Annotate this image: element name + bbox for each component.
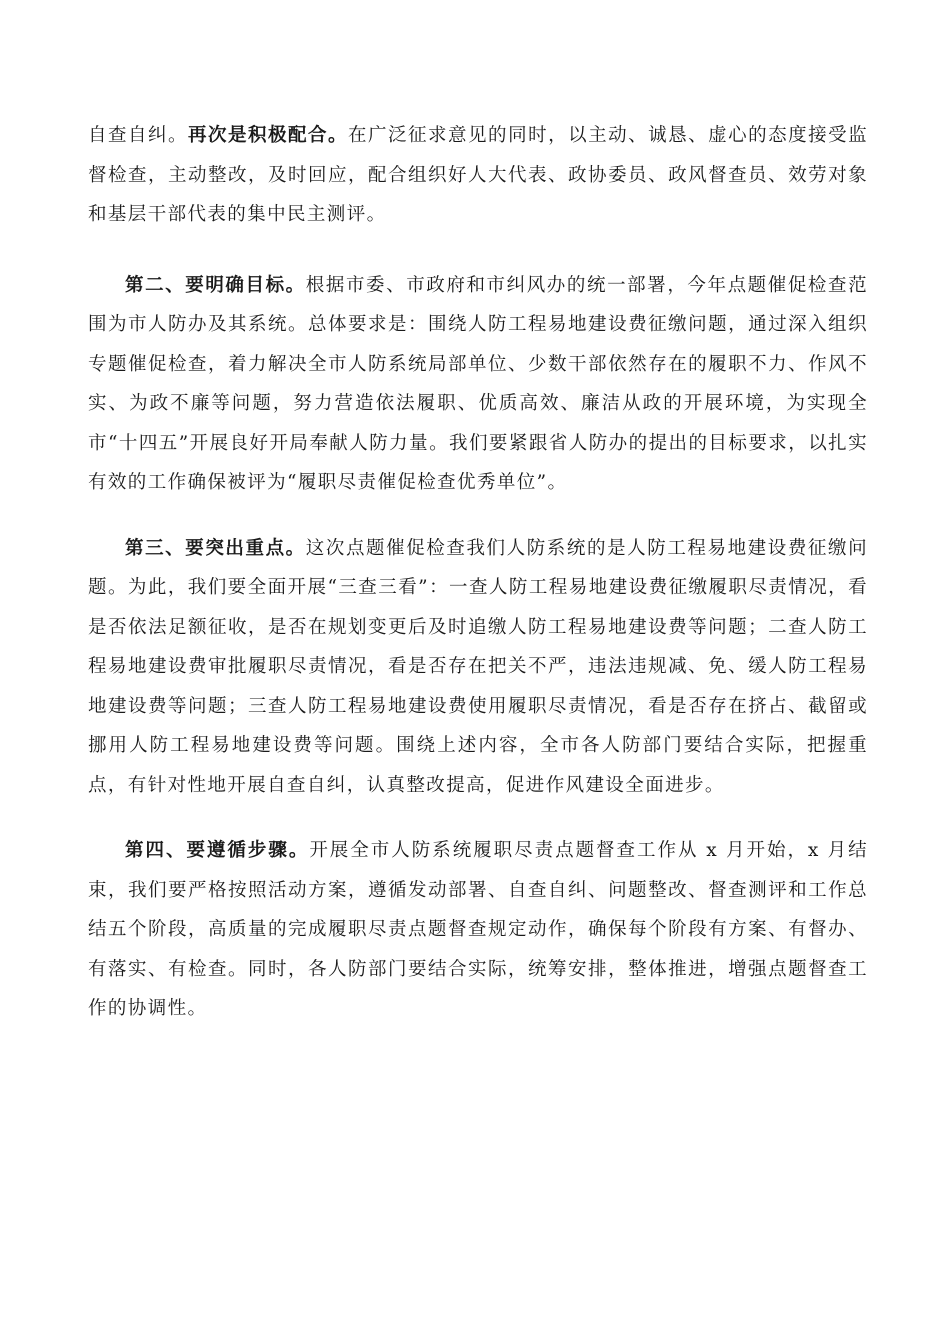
paragraph-key-points (88, 529, 868, 806)
paragraph-text-before: 自查自纠。 (88, 125, 189, 146)
paragraph-heading: 第四、要遵循步骤。 (125, 840, 310, 861)
paragraph-bold-phrase: 再次是积极配合。 (188, 125, 349, 146)
paragraph-body: 开展全市人防系统履职尽责点题督查工作从 x 月开始，x 月结束，我们要严格按照活动方案，遵循发动部署、自查自纠、问题整改、督查测评和工作总结五个阶段，高质量的完成履职尽责点题督查规定动作，确保每个阶段有方案、有督办、有落实、有检查。同时，各人防部门要结合实际，统筹安排，整体推进，增强点题督查工作的协调性。 (88, 840, 868, 1019)
paragraph-text-after: 在广泛征求意见的同时，以主动、诚恳、虚心的态度接受监督检查，主动整改，及时回应，配合组织好人大代表、政协委员、政风督查员、效劳对象和基层干部代表的集中民主测评。 (88, 125, 868, 225)
paragraph-body: 这次点题催促检查我们人防系统的是人防工程易地建设费征缴问题。为此，我们要全面开展“三查三看”：一查人防工程易地建设费征缴履职尽责情况，看是否依法足额征收，是否在规划变更后及时追缴人防工程易地建设费等问题；二查人防工程易地建设费审批履职尽责情况，看是否存在把关不严，违法违规减、免、缓人防工程易地建设费等问题；三查人防工程易地建设费使用履职尽责情况，看是否存在挤占、截留或挪用人防工程易地建设费等问题。围绕上述内容，全市各人防部门要结合实际，把握重点，有针对性地开展自查自纠，认真整改提高，促进作风建设全面进步。 (88, 537, 868, 796)
paragraph-clarify-goals (88, 266, 868, 503)
paragraph-follow-steps (88, 831, 868, 1029)
document-page (88, 116, 868, 1055)
paragraph-heading: 第三、要突出重点。 (125, 537, 306, 559)
paragraph-heading: 第二、要明确目标。 (125, 274, 306, 296)
paragraph-continuation (88, 116, 868, 235)
paragraph-body: 根据市委、市政府和市纠风办的统一部署，今年点题催促检查范围为市人防办及其系统。总体要求是：围绕人防工程易地建设费征缴问题，通过深入组织专题催促检查，着力解决全市人防系统局部单位、少数干部依然存在的履职不力、作风不实、为政不廉等问题，努力营造依法履职、优质高效、廉洁从政的开展环境，为实现全市“十四五”开展良好开局奉献人防力量。我们要紧跟省人防办的提出的目标要求，以扎实有效的工作确保被评为“履职尽责催促检查优秀单位”。 (88, 274, 868, 493)
